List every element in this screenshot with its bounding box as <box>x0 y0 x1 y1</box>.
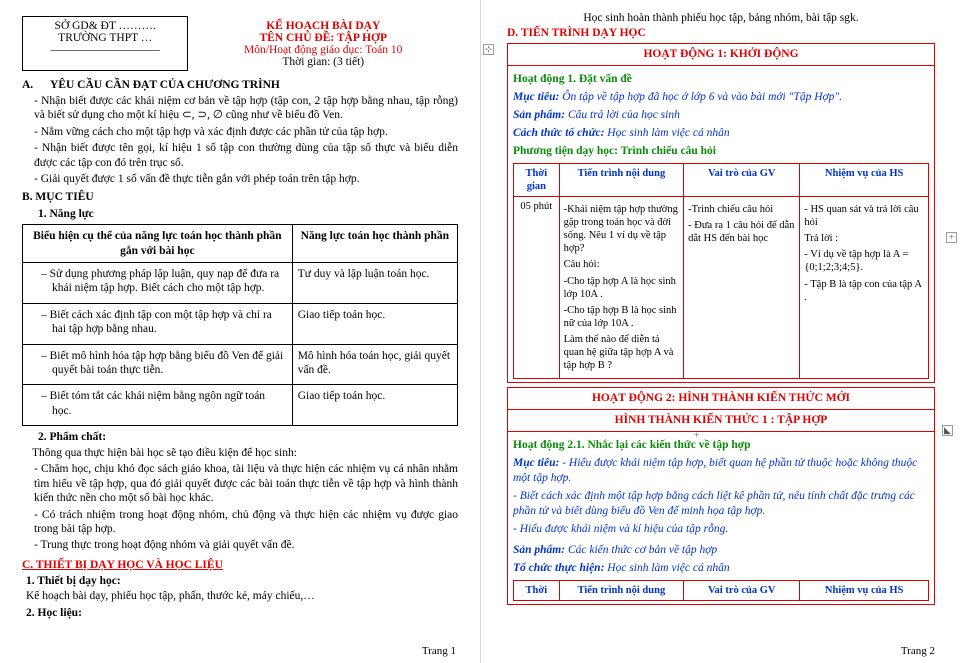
activity-1-banner: HOẠT ĐỘNG 1: KHỞI ĐỘNG <box>508 44 935 66</box>
section-b-quality-item-2: - Có trách nhiệm trong hoạt động nhóm, chủ động và thực hiện các nhiệm vụ được giao trong bài tập hợp. <box>34 508 458 535</box>
section-b-sub-1: 1. Năng lực <box>38 208 94 221</box>
section-c-heading: C. THIẾT BỊ DẠY HỌC VÀ HỌC LIỆU <box>22 558 223 571</box>
activity-1-cachthuc-text: Học sinh làm việc cá nhân <box>604 126 730 139</box>
activity-2-tochuc <box>513 561 929 576</box>
table-row <box>23 263 458 304</box>
competency-desc-text: – Biết mô hình hóa tập hợp bằng biểu đồ Ven để giải quyết bài toán thực tiễn. <box>41 349 287 378</box>
header-school-line-1: SỞ GD& ĐT ………. <box>54 20 156 32</box>
document-page-left <box>0 0 480 663</box>
header-school-line-2: TRƯỜNG THPT … <box>58 32 153 44</box>
section-b-sub-2: 2. Phẩm chất: <box>38 431 107 443</box>
activity-1-cachthuc <box>513 126 929 141</box>
activity-1-body <box>508 65 935 382</box>
activity-2-sanpham <box>513 543 929 558</box>
table-resize-handle-icon[interactable]: ◣ <box>942 425 953 436</box>
activity-2-bullet-1: - Biết cách xác định một tập hợp bằng cách liệt kê phần tử, nêu tính chất đặc trưng các phần tử và biết dùng biểu đồ Ven để minh họa tập hợp. <box>513 490 915 517</box>
detail2-col-header-teacher: Vai trò của GV <box>684 580 800 600</box>
detail-teacher-line-1: -Trình chiếu câu hỏi <box>688 203 774 215</box>
page-footer-left: Trang 1 <box>421 645 456 657</box>
header-school-cell <box>23 17 188 71</box>
detail2-col-header-content: Tiến trình nội dung <box>559 580 684 600</box>
page-footer-right: Trang 2 <box>900 645 935 657</box>
table-header-row <box>23 225 458 263</box>
header-title-cell <box>188 17 458 71</box>
competency-cell-name: Tư duy và lập luận toán học. <box>292 263 457 304</box>
activity-1-phuongtien-text: Trình chiếu câu hỏi <box>617 144 716 157</box>
section-c-sub-1-text: Kế hoạch bài dạy, phiếu học tập, phấn, thước kẻ, máy chiếu,… <box>26 589 315 602</box>
detail-student-line-2: Trả lời : <box>804 233 839 245</box>
detail-cell-student <box>800 196 929 379</box>
competency-cell-desc <box>23 344 293 385</box>
activity-1-sanpham-text: Câu trả lời của học sinh <box>565 108 680 121</box>
competency-cell-desc <box>23 263 293 304</box>
detail-student-line-1: - HS quan sát và trả lời câu hỏi <box>804 203 919 228</box>
activity-2-banner-1: HOẠT ĐỘNG 2: HÌNH THÀNH KIẾN THỨC MỚI <box>508 388 935 410</box>
competency-cell-name: Giao tiếp toán học. <box>292 303 457 344</box>
activity-2-muctieu-label: Mục tiêu: <box>513 457 560 470</box>
section-a-item-3: - Nhận biết được tên gọi, kí hiệu 1 số tập con thường dùng của tập số thực và biểu diễn được các tập con đó trên trục số. <box>34 142 458 169</box>
detail-content-line-2: Câu hỏi: <box>563 259 600 271</box>
table-row <box>23 385 458 426</box>
header-title-line-3: Môn/Hoạt động giáo dục: Toán 10 <box>244 43 403 56</box>
detail-cell-teacher <box>684 196 800 379</box>
activity-2-bullet-2: - Hiểu được khái niệm và kí hiệu của tập rỗng. <box>513 522 729 535</box>
competency-cell-name: Giao tiếp toán học. <box>292 385 457 426</box>
activity-1-sanpham-label: Sản phẩm: <box>513 108 566 121</box>
section-b-intro: Thông qua thực hiện bài học sẽ tạo điều kiện để học sinh: <box>32 447 297 459</box>
header-table <box>22 16 458 71</box>
activity-2-table <box>507 387 935 605</box>
activity-2-banner-row-1 <box>508 388 935 410</box>
header-title-line-2: TÊN CHỦ ĐỀ: TẬP HỢP <box>259 31 388 44</box>
activity-1-title: Hoạt động 1. Đặt vấn đề <box>513 72 632 85</box>
activity-1-detail-table <box>513 163 929 380</box>
detail-teacher-line-2: - Đưa ra 1 câu hỏi để dẫn dắt HS đến bài học <box>688 220 795 245</box>
detail-col-header-teacher: Vai trò của GV <box>684 163 800 196</box>
document-page-right <box>480 0 961 663</box>
detail-col-header-content: Tiến trình nội dung <box>559 163 684 196</box>
activity-1-muctieu <box>513 90 929 105</box>
activity-2-detail-table <box>513 580 929 601</box>
activity-1-banner-row <box>508 44 935 66</box>
table-row <box>514 196 929 379</box>
activity-1-body-row <box>508 65 935 382</box>
activity-2-sanpham-text: Các kiến thức cơ bản về tập hợp <box>565 543 718 556</box>
detail-student-line-4: - Tập B là tập con của tập A . <box>804 278 922 303</box>
activity-2-body-row <box>508 432 935 605</box>
activity-2-banner-2: HÌNH THÀNH KIẾN THỨC 1 : TẬP HỢP <box>508 410 935 432</box>
activity-1-phuongtien <box>513 144 929 159</box>
section-b-heading: B. MỤC TIÊU <box>22 191 94 204</box>
section-b-quality-item-1: - Chăm học, chịu khó đọc sách giáo khoa, tài liệu và thực hiện các nhiệm vụ cá nhân nhằm tìm hiểu về tập hợp, qua đó giải quyết được các bài toán thực tiễn về tập hợp và hình thành kiến thức nền cho một số bài học khác. <box>34 463 458 505</box>
section-a-label: A. <box>22 79 34 91</box>
detail-cell-time: 05 phút <box>514 196 560 379</box>
detail-student-line-3: - Ví dụ về tập hợp là A = {0;1;2;3;4;5}. <box>804 249 909 274</box>
detail2-col-header-student: Nhiệm vụ của HS <box>800 580 929 600</box>
competency-desc-text: – Biết cách xác định tập con một tập hợp và chỉ ra hai tập hợp bằng nhau. <box>41 308 287 337</box>
detail-col-header-time: Thời gian <box>514 163 560 196</box>
detail-content-line-4: -Cho tập hợp B là học sinh nữ của lớp 10A . <box>563 304 677 329</box>
activity-2-tochuc-text: Học sinh làm việc cá nhân <box>604 561 730 574</box>
section-a-item-4: - Giải quyết được 1 số vấn đề thực tiễn gắn với phép toán trên tập hợp. <box>34 172 360 185</box>
activity-1-muctieu-text: Ôn tập về tập hợp đã học ở lớp 6 và vào bài mới "Tập Hợp". <box>559 90 843 103</box>
header-title-line-1: KẾ HOẠCH BÀI DẠY <box>266 19 381 32</box>
detail-content-line-3: -Cho tập hợp A là học sinh lớp 10A . <box>563 275 676 300</box>
competency-cell-desc <box>23 385 293 426</box>
detail-content-line-5: Làm thế nào để diễn tả quan hệ giữa tập hợp A và tập hợp B ? <box>563 334 674 372</box>
activity-1-sanpham <box>513 108 929 123</box>
header-school-line-3: ––––––––––––––––––– <box>50 44 160 56</box>
section-a-item-1: - Nhận biết được các khái niệm cơ bản về tập hợp (tập con, 2 tập hợp bằng nhau, tập rỗng) và biết sử dụng cho một kí hiệu ⊂, ⊃, ∅ cũng như về biểu đồ Ven. <box>34 95 458 122</box>
activity-2-sanpham-label: Sản phẩm: <box>513 543 566 556</box>
activity-2-banner-row-2 <box>508 410 935 432</box>
section-c-sub-1: 1. Thiết bị dạy học: <box>26 574 121 587</box>
activity-1-cachthuc-label: Cách thức tổ chức: <box>513 126 605 139</box>
table-header-row <box>514 580 929 600</box>
table-move-handle-icon[interactable]: ⊹ <box>484 44 493 54</box>
competency-cell-name: Mô hình hóa toán học, giải quyết vấn đề. <box>292 344 457 385</box>
competency-col-header-2: Năng lực toán học thành phần <box>292 225 457 263</box>
right-top-line: Học sinh hoàn thành phiếu học tập, bảng nhóm, bài tập sgk. <box>583 12 859 24</box>
insert-marker-icon[interactable]: + <box>693 430 700 440</box>
activity-2-tochuc-label: Tổ chức thực hiện: <box>513 561 605 574</box>
activity-2-title: Hoạt động 2.1. Nhắc lại các kiến thức về tập hợp <box>513 439 751 452</box>
activity-1-muctieu-label: Mục tiêu: <box>513 90 560 103</box>
activity-2-muctieu <box>513 456 929 486</box>
table-row <box>23 344 458 385</box>
table-row <box>23 303 458 344</box>
competency-table <box>22 224 458 426</box>
section-a-item-2: - Nắm vững cách cho một tập hợp và xác định được các phần tử của tập hợp. <box>34 125 388 138</box>
section-a-heading <box>22 79 458 91</box>
detail-content-line-1: -Khái niệm tập hợp thường gặp trong toán học và đời sống. Nêu 1 ví dụ về tập hợp? <box>563 203 678 255</box>
table-header-row <box>514 163 929 196</box>
section-c-sub-2: 2. Học liệu: <box>26 607 82 619</box>
header-title-line-4: Thời gian: (3 tiết) <box>282 55 365 68</box>
activity-1-phuongtien-label: Phương tiện dạy học: <box>513 144 618 157</box>
activity-2-body <box>508 432 935 605</box>
activity-2-muctieu-text: - Hiểu được khái niệm tập hợp, biết quan hệ phần tử thuộc hoặc không thuộc một tập hợp. <box>513 457 918 485</box>
competency-col-header-1: Biểu hiện cụ thể của năng lực toán học thành phần gắn với bài học <box>23 225 293 263</box>
add-row-handle-icon[interactable]: + <box>946 232 957 243</box>
competency-desc-text: – Sử dụng phương pháp lập luận, quy nạp để đưa ra khái niệm tập hợp. Biết cách cho một tập hợp. <box>41 267 287 296</box>
section-d-heading: D. TIẾN TRÌNH DẠY HỌC <box>507 27 646 39</box>
competency-cell-desc <box>23 303 293 344</box>
detail2-col-header-time: Thời <box>514 580 560 600</box>
section-a-title: YÊU CẦU CẦN ĐẠT CỦA CHƯƠNG TRÌNH <box>50 79 280 91</box>
competency-desc-text: – Biết tóm tắt các khái niệm bằng ngôn ngữ toán học. <box>41 389 287 418</box>
section-b-quality-item-3: - Trung thực trong hoạt động nhóm và giải quyết vấn đề. <box>34 539 295 552</box>
detail-cell-content <box>559 196 684 379</box>
activity-1-table <box>507 43 935 383</box>
detail-col-header-student: Nhiệm vụ của HS <box>800 163 929 196</box>
